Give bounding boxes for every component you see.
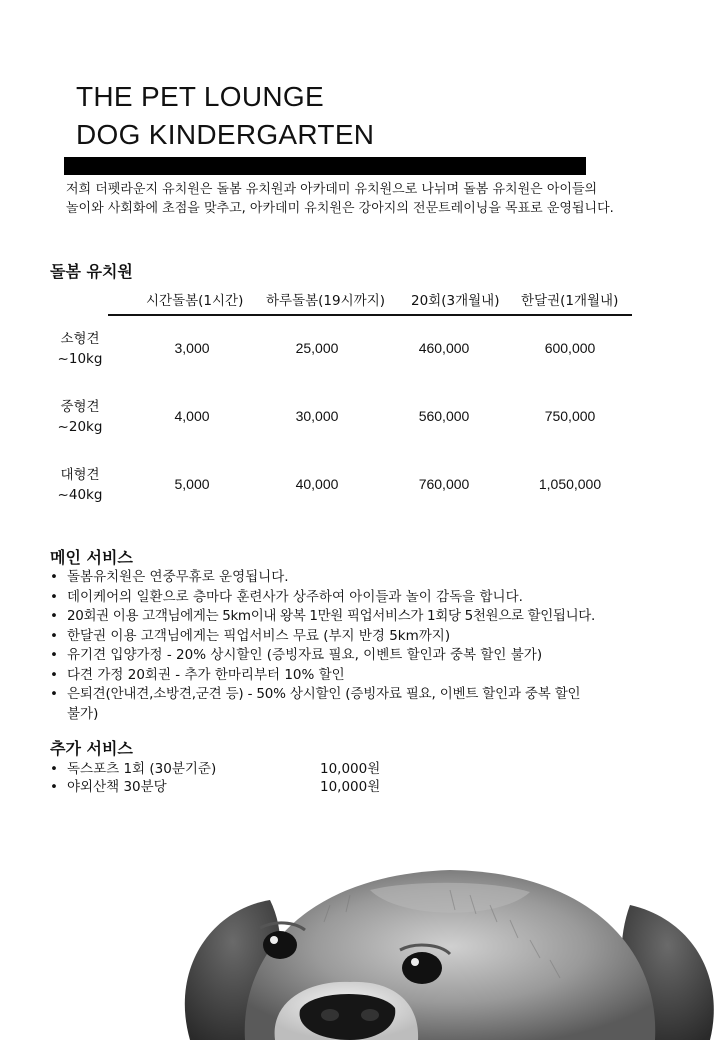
price-cell: 40,000 [295,476,339,492]
title-underline-bar [64,157,586,175]
title-line-1: THE PET LOUNGE [76,81,324,112]
page-title [76,78,374,154]
dog-photo-icon [150,850,720,1040]
bullet-icon: • [50,608,58,624]
row-label [48,397,112,437]
table-header-line [108,314,632,316]
price-cell: 3,000 [174,340,210,356]
price-cell: 750,000 [544,408,596,424]
row-label [48,465,112,505]
price-cell: 5,000 [174,476,210,492]
list-item [50,607,595,627]
service-price: 10,000원 [320,761,381,777]
bullet-icon: • [50,647,58,663]
item-text: 다견 가정 20회권 - 추가 한마리부터 10% 할인 [67,666,345,683]
size-label: 중형견 [60,399,100,415]
list-item [50,568,595,588]
size-label: 대형견 [60,467,100,483]
table-row-small [0,329,720,373]
intro-line-1: 저희 더펫라운지 유치원은 돌봄 유치원과 아카데미 유치원으로 나뉘며 돌봄 유치원은 아이들의 [66,182,598,197]
table-row-medium [0,397,720,441]
price-cell: 30,000 [295,408,339,424]
weight-label: ~40kg [57,487,103,503]
price-cell: 460,000 [418,340,470,356]
item-text-continued: 불가) [67,705,99,722]
list-item [50,778,430,796]
price-table-header [140,289,640,309]
bullet-icon: • [50,666,58,683]
service-price: 10,000원 [320,779,381,795]
list-item [50,760,430,778]
list-item [50,627,595,647]
intro-line-2: 놀이와 사회화에 초점을 맞추고, 아카데미 유치원은 강아지의 전문트레이닝을 목표로 운영됩니다. [66,201,614,216]
intro-text [66,180,716,218]
item-text: 은퇴견(안내견,소방견,군견 등) - 50% 상시할인 (증빙자료 필요, 이벤트 할인과 중복 할인 [67,686,581,702]
bullet-icon: • [50,686,58,702]
bullet-icon: • [50,779,58,795]
item-text: 유기견 입양가정 - 20% 상시할인 (증빙자료 필요, 이벤트 할인과 중복 할인 불가) [67,647,543,663]
price-cell: 4,000 [174,408,210,424]
table-row-large [0,465,720,509]
bullet-icon: • [50,627,58,644]
item-text: 한달권 이용 고객님에게는 픽업서비스 무료 (부지 반경 5km까지) [67,627,451,644]
main-service-title: 메인 서비스 [50,548,133,567]
bullet-icon: • [50,588,58,605]
care-section-title: 돌봄 유치원 [50,262,133,281]
list-item [50,588,595,608]
title-line-2: DOG KINDERGARTEN [76,119,375,150]
price-cell: 600,000 [544,340,596,356]
size-label: 소형견 [60,331,100,347]
row-label [48,329,112,369]
bullet-icon: • [50,761,58,777]
price-cell: 560,000 [418,408,470,424]
header-hourly: 시간돌봄(1시간) [146,293,244,309]
price-cell: 1,050,000 [538,476,602,492]
list-item [50,646,595,666]
price-cell: 25,000 [295,340,339,356]
list-item [50,666,595,686]
header-20-sessions: 20회(3개월내) [411,293,500,309]
item-text: 20회권 이용 고객님에게는 5km이내 왕복 1만원 픽업서비스가 1회당 5천원으로 할인됩니다. [67,608,595,624]
main-service-list [50,568,595,724]
list-item [50,685,595,724]
price-cell: 760,000 [418,476,470,492]
weight-label: ~20kg [57,419,103,435]
service-name: 독스포츠 1회 (30분기준) [67,761,217,777]
header-monthly: 한달권(1개월내) [521,293,619,309]
extra-service-title: 추가 서비스 [50,739,133,758]
bullet-icon: • [50,569,58,585]
item-text: 돌봄유치원은 연중무휴로 운영됩니다. [67,569,289,585]
weight-label: ~10kg [57,351,103,367]
extra-service-list [50,760,430,796]
service-name: 야외산책 30분당 [67,779,167,795]
header-daily: 하루돌봄(19시까지) [266,293,385,309]
item-text: 데이케어의 일환으로 층마다 훈련사가 상주하여 아이들과 놀이 감독을 합니다. [67,588,523,605]
